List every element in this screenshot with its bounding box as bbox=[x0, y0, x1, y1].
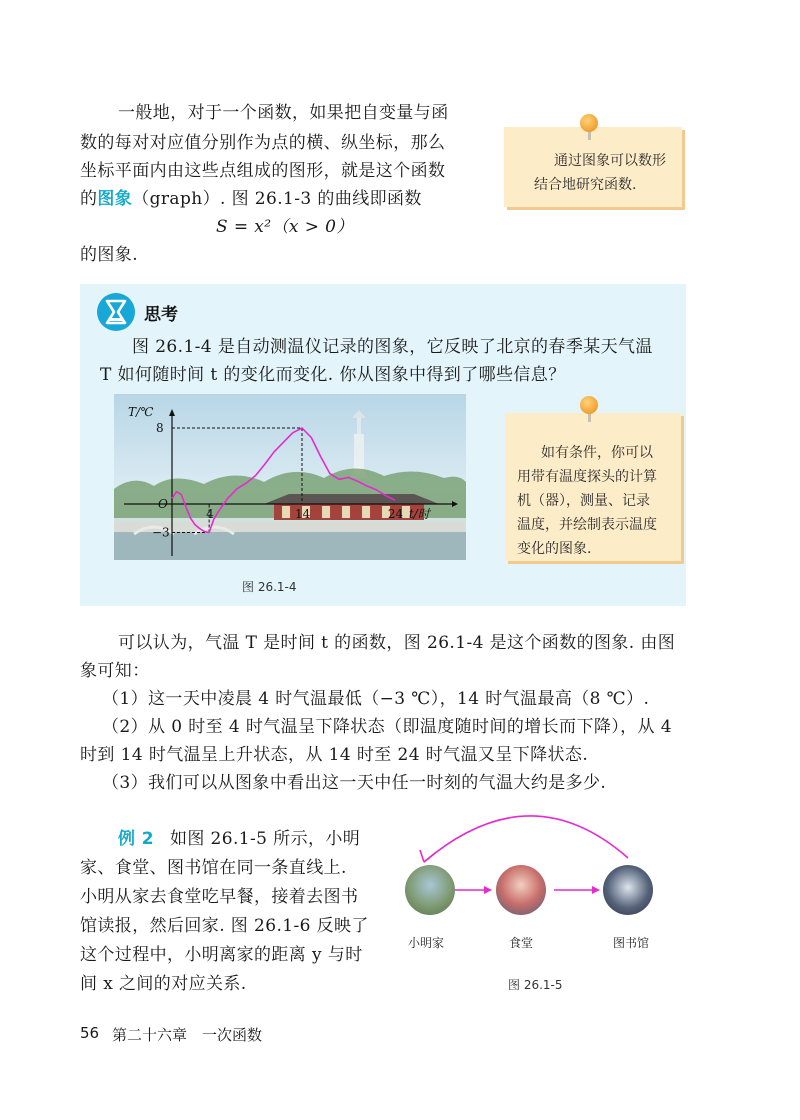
figure-5-caption: 图 26.1-5 bbox=[508, 978, 563, 992]
pushpin-2-icon bbox=[580, 396, 598, 414]
body-para-1-a: 可以认为，气温 T 是时间 t 的函数，图 26.1-4 是这个函数的图象. 由图 bbox=[118, 633, 676, 653]
side-note-2-line-4: 温度，并绘制表示温度 bbox=[517, 517, 657, 533]
temperature-chart bbox=[114, 394, 466, 560]
page-number: 56 bbox=[80, 1024, 100, 1042]
x-axis-label: t/时 bbox=[408, 507, 430, 521]
intro-line-4-post: （graph）. 图 26.1-3 的曲线即函数 bbox=[132, 189, 422, 209]
home-photo bbox=[405, 865, 455, 915]
figure-4-caption: 图 26.1-4 bbox=[242, 580, 297, 594]
y-tick-minus-3: −3 bbox=[152, 525, 170, 540]
body-item-2-a: （2）从 0 时至 4 时气温呈下降状态（即温度随时间的增长而下降），从 4 bbox=[102, 717, 672, 737]
x-tick-14: 14 bbox=[295, 507, 311, 521]
intro-line-1: 一般地，对于一个函数，如果把自变量与函 bbox=[118, 103, 449, 123]
side-note-1-line-1: 通过图象可以数形 bbox=[554, 153, 666, 169]
body-item-1: （1）这一天中凌晨 4 时气温最低（−3 ℃），14 时气温最高（8 ℃）. bbox=[102, 689, 650, 709]
side-note-2-line-5: 变化的图象. bbox=[517, 541, 592, 557]
body-item-3: （3）我们可以从图象中看出这一天中任一时刻的气温大约是多少. bbox=[102, 773, 607, 793]
example-line-6: 间 x 之间的对应关系. bbox=[80, 974, 247, 994]
think-heading: 思考 bbox=[144, 305, 178, 325]
x-tick-24: 24 bbox=[387, 507, 404, 521]
thinking-icon bbox=[96, 292, 136, 332]
formula: S = x²（x > 0） bbox=[216, 217, 354, 237]
term-graph: 图象 bbox=[97, 189, 133, 209]
label-home: 小明家 bbox=[408, 936, 445, 950]
intro-line-4-pre: 的 bbox=[80, 189, 98, 209]
label-canteen: 食堂 bbox=[509, 936, 534, 950]
example-line-1-text: 如图 26.1-5 所示，小明 bbox=[169, 829, 361, 849]
example-line-3: 小明从家去食堂吃早餐，接着去图书 bbox=[80, 887, 359, 907]
example-line-2: 家、食堂、图书馆在同一条直线上. bbox=[80, 858, 347, 878]
library-photo bbox=[603, 865, 653, 915]
arrowhead-2 bbox=[592, 886, 600, 894]
side-note-1 bbox=[504, 127, 682, 207]
intro-line-5: 的图象. bbox=[80, 245, 139, 265]
body-item-2-b: 时到 14 时气温呈上升状态，从 14 时至 24 时气温又呈下降状态. bbox=[80, 745, 589, 765]
think-line-2: T 如何随时间 t 的变化而变化. 你从图象中得到了哪些信息？ bbox=[100, 365, 566, 385]
body-para-1-b: 象可知： bbox=[80, 661, 150, 681]
example-label: 例 2 bbox=[118, 829, 154, 849]
x-tick-4: 4 bbox=[206, 507, 214, 521]
side-note-2-line-3: 机（器），测量、记录 bbox=[517, 493, 650, 509]
return-home-arrow bbox=[424, 816, 628, 862]
y-tick-8: 8 bbox=[156, 421, 164, 435]
example-line-1 bbox=[118, 828, 360, 850]
side-note-2 bbox=[505, 413, 681, 561]
canteen-photo bbox=[496, 865, 546, 915]
origin-label: O bbox=[158, 497, 168, 511]
intro-line-3: 坐标平面内由这些点组成的图形，就是这个函数 bbox=[80, 161, 446, 181]
arrowhead-1 bbox=[484, 886, 492, 894]
example-line-4: 馆读报，然后回家. 图 26.1-6 反映了 bbox=[80, 916, 369, 936]
side-note-1-line-2: 结合地研究函数. bbox=[534, 177, 637, 193]
return-arrowhead bbox=[420, 850, 434, 862]
chapter-title: 第二十六章 一次函数 bbox=[112, 1026, 263, 1044]
example-line-5: 这个过程中，小明离家的距离 y 与时 bbox=[80, 945, 363, 965]
intro-line-2: 数的每对对应值分别作为点的横、纵坐标，那么 bbox=[80, 133, 446, 153]
y-axis-label: T/℃ bbox=[128, 405, 154, 419]
label-library: 图书馆 bbox=[613, 936, 650, 950]
think-line-1: 图 26.1-4 是自动测温仪记录的图象，它反映了北京的春季某天气温 bbox=[132, 337, 653, 357]
side-note-2-line-2: 用带有温度探头的计算 bbox=[517, 469, 657, 485]
pushpin-icon bbox=[580, 114, 598, 132]
intro-line-4 bbox=[80, 188, 422, 210]
side-note-2-line-1: 如有条件，你可以 bbox=[541, 445, 653, 461]
